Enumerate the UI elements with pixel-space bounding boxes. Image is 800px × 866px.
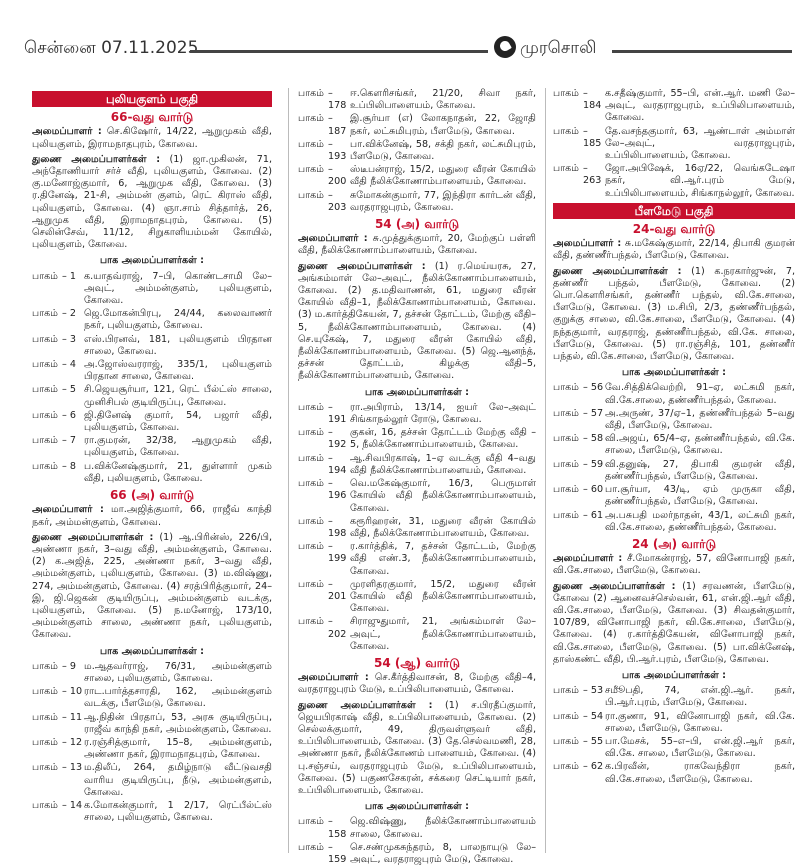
booth-key: பாகம் <box>298 427 325 439</box>
booth-number: – 4 <box>62 359 76 371</box>
officer-paragraph <box>553 553 795 577</box>
booth-key: பாகம் <box>298 452 325 464</box>
officer-paragraph <box>298 233 536 257</box>
booth-key: பாகம் <box>32 736 59 748</box>
ward-heading: 24-வது வார்டு <box>632 222 716 237</box>
booth-number: – 178 <box>328 88 347 112</box>
booth-entry <box>298 139 536 163</box>
officer-details: (1) ச.பிரதீப்குமார், ஜெயபிரகாஷ் வீதி, உப்பிலிபாளையம், கோவை. (2) செல்லக்குமார், 49, திருவள்ளுவர் வீதி, உப்பிலிபாளையம், கோவை. (3) தே.செல்வமணி, 28, அண்ணா நகர், நீலிக்கோணம் பாளையம், கோவை. (4) பு.சஞ்சய், வரதராஜபுரம் மேடு, உப்பிலிபாளையம், கோவை. (5) பகுணசேகரன், சக்கரை செட்டியார் நகர், உப்பிலிபாளையம், கோவை. <box>298 699 536 796</box>
booth-details: ஜோ.அபிஷேக், 16ஏ/22, வெங்கடேஷா நகர், வி.ஆர்.புரம் மேடு, உப்பிலிபாளையம், சிங்காநல்லூர், கோவை. <box>605 163 795 199</box>
role-label: துணை அமைப்பாளர்கள் : <box>553 580 676 592</box>
officer-paragraph <box>32 504 272 528</box>
officer-paragraph <box>32 126 272 150</box>
booth-entry <box>553 736 795 760</box>
booth-details: இ.சூர்யா (எ) லோகநாதன், 22, ஜோதி நகர், லட்சுமிபுரம், பீளமேடு, கோவை. <box>350 113 536 137</box>
ward-heading: 54 (ஆ) வார்டு <box>374 655 460 670</box>
booth-key: பாகம் <box>298 164 325 176</box>
booth-number: – 10 <box>62 686 83 698</box>
booth-details: க.யாதவ்ராஜ், 7–பி, கொண்டசாமி லே–அவுட், அம்மன்குளம், புலியகுளம், கோவை. <box>84 270 272 307</box>
booth-entry <box>553 126 795 163</box>
masthead <box>0 38 800 66</box>
officer-paragraph <box>298 672 536 696</box>
booth-entry <box>32 410 272 434</box>
officer-details: செ.கிஷோர், 14/22, ஆறுமுகம் வீதி, புலியகுளம், இராமநாதபுரம், கோவை. <box>32 126 272 150</box>
subheading: பாக அமைப்பாளர்கள் : <box>364 386 470 398</box>
officer-details: (1) சரவணன், பீளமேடு, கோவை (2) ஆனைவச்செல்வன், 61, என்.ஜி.ஆர் வீதி, வி.கே.சாலை, பீளமேடு, கோவை. (3) சிவதன்குமார், 107/89, வினோபாஜி நகர், வி.கே.சாலை, பீளமேடு, கோவை. (4) ர.கார்த்திகேயன், வினோபாஜி நகர், வி.கே.சாலை, பீளமேடு, கோவை. (5) பா.விக்னேஷ், தாஸ்கண்ட் வீதி, பி.ஆர்.புரம், பீளமேடு, கோவை. <box>553 580 795 665</box>
booth-details: க.பிரவீன், ராகவேந்திரா நகர், வி.கே.சாலை, பீளமேடு, கோவை. <box>605 761 795 785</box>
booth-number: – 55 <box>583 735 604 747</box>
booth-details: பா.மேசக், 55–எ–பி, என்.ஜி.ஆர் நகர், வி.கே. சாலை, பீளமேடு, கோவை. <box>605 735 795 760</box>
column-divider <box>545 88 546 853</box>
booth-key: பாகம் <box>298 515 325 527</box>
column-3 <box>553 88 795 853</box>
booth-number: – 59 <box>583 458 604 470</box>
booth-key: பாகம் <box>298 816 325 828</box>
booth-number: – 159 <box>328 841 347 865</box>
booth-number: – 199 <box>328 541 347 565</box>
officer-paragraph <box>553 238 795 262</box>
officer-details: (1) ஆ.பிரின்ஸ், 226/பி, அண்ணா நகர், 3–வது வீதி, அம்மன்குளம், கோவை. (2) க.அஜித், 225, அண்ணா நகர், 3–வது வீதி, அம்மன்குளம், புலியகுளம், கோவை. (3) ம.விஷ்ணு, 274, அம்மன்குளம், கோவை. (4) சரத்பிரித்குமார், 24–இ, ஜி.ஜெகன் குடியிருப்பு, அம்மன்குளம் வடக்கு, புலியகுளம், கோவை. (5) ந.மனோஜ், 173/10, அம்மன்குளம் சாலை, அண்ணா நகர், புலியகுளம், கோவை. <box>32 531 272 641</box>
officer-details: சு.முத்துக்குமார், 20, மேற்குப் பள்ளி வீதி, நீலிக்கோணாம்பாளையம், கோவை. <box>298 233 536 257</box>
section-heading: புலியகுளம் பகுதி <box>32 91 272 107</box>
booth-entry <box>298 541 536 578</box>
role-label: அமைப்பாளர் : <box>553 238 622 250</box>
column-divider <box>288 88 289 853</box>
booth-key: பாகம் <box>553 484 580 496</box>
role-label: துணை அமைப்பாளர்கள் : <box>298 699 433 711</box>
booth-details: ர.ரஞ்சித்குமார், 15–8, அம்மன்குளம், அண்ணா நகர், இராமநாதபுரம், கோவை. <box>84 736 272 761</box>
booth-key: பாகம் <box>553 88 580 99</box>
booth-number: – 56 <box>583 382 604 394</box>
booth-details: வே.சித்திக்வெற்றி, 91–ஏ, லட்சுமி நகர், வி.கே.சாலை, தண்ணீர்பந்தல், கோவை. <box>605 382 795 406</box>
booth-details: சுமோகன்குமார், 77, இந்திரா கார்டன் வீதி, வரதராஜபுரம், கோவை. <box>350 189 536 213</box>
booth-key: பாகம் <box>32 359 59 371</box>
booth-details: ப.விக்னேஷ்குமார், 21, துள்ளார் முகம் வீதி, புலியகுளம், கோவை. <box>84 460 272 484</box>
booth-entry <box>553 433 795 457</box>
booth-key: பாகம் <box>553 382 580 394</box>
booth-entry <box>553 484 795 508</box>
officer-details: செ.கீர்த்திவாசன், 8, மேற்கு வீதி–4, வரதராஜபுரம் மேடு, உப்பிலிபாளையம், கோவை. <box>298 672 536 696</box>
role-label: துணை அமைப்பாளர்கள் : <box>32 531 154 543</box>
booth-entry <box>553 408 795 432</box>
booth-entry <box>298 816 536 840</box>
booth-details: ஆ.சிவபிரகாஷ், 1–ஏ வடக்கு வீதி 4–வது வீதி நீலிக்கோணாம்பாளையம், கோவை. <box>350 452 536 476</box>
officer-details: (1) க.நரகார்ஜுன், 7, தண்ணீர் பந்தல், பீளமேடு, கோவை. (2) பொ.கௌரிசங்கர், தண்ணீர் பந்தல், வி.கே.சாலை, பீளமேடு, கோவை. (3) ம.சிபி, 2/3, தண்ணீர்பந்தல், குறுக்கு சாலை, வி.கே.சாலை, பீளமேடு, கோவை. (4) நந்தகுமார், வரதராஜ், தண்ணீர்பந்தல், வி.கே. சாலை, பீளமேடு, கோவை. (5) ரா.ரஞ்சித், 101, தண்ணீர் பந்தல், வி.கே.சாலை, பீளமேடு, கோவை. <box>553 265 795 363</box>
booth-number: – 7 <box>62 435 76 447</box>
ward-heading: 24 (அ) வார்டு <box>631 536 717 551</box>
booth-key: பாகம் <box>553 710 580 722</box>
booth-details: ஸ்டீபன்ராஜ், 15/2, மதுரை வீரன் கோயில் வீதி நீலிக்கோணாம்பாளையம், கோவை. <box>350 164 536 188</box>
booth-details: தே.வசந்தகுமார், 63, ஆண்டாள் அம்மாள் லே–அவுட், வரதராஜபுரம், உப்பிலிபாளையம், கோவை. <box>605 125 795 162</box>
officer-paragraph <box>32 154 272 252</box>
role-label: துணை அமைப்பாளர்கள் : <box>553 265 682 277</box>
booth-entry <box>298 579 536 616</box>
booth-number: – 192 <box>328 427 347 451</box>
booth-details: வி.அஜய், 65/4–ஏ, தண்ணீர்பந்தல், வி.கே. சாலை, பீளமேடு, கோவை. <box>605 433 795 457</box>
booth-details: ஆ.நிதின் பிரதாப், 53, அரசு குடியிருப்பு, ராஜீவ் காந்தி நகர், அம்மன்குளம், கோவை. <box>84 711 272 735</box>
booth-key: பாகம் <box>32 799 59 811</box>
subheading: பாக அமைப்பாளர்கள் : <box>364 801 470 813</box>
ward-heading: 66-வது வார்டு <box>110 110 194 125</box>
booth-entry <box>553 761 795 785</box>
booth-number: – 201 <box>328 578 347 602</box>
ward-heading: 66 (அ) வார்டு <box>109 488 195 503</box>
booth-number: – 62 <box>583 761 604 773</box>
booth-entry <box>298 402 536 426</box>
booth-number: – 202 <box>328 616 347 640</box>
booth-details: ஜி.தினேஷ் குமார், 54, பஜார் வீதி, புலியகுளம், கோவை. <box>84 409 272 434</box>
booth-entry <box>298 88 536 112</box>
booth-details: வி.தனுஷ், 27, திபாகி குமரன் வீதி, தண்ணீர்பந்தல், பீளமேடு, கோவை. <box>605 458 795 482</box>
booth-number: – 3 <box>62 333 76 345</box>
booth-entry <box>298 478 536 515</box>
booth-entry <box>32 800 272 824</box>
booth-entry <box>298 516 536 540</box>
booth-details: ராட.பார்த்தசாரதி, 162, அம்மன்குளம் வடக்கு, பீளமேடு, கோவை. <box>84 686 272 710</box>
booth-entry <box>298 113 536 137</box>
booth-key: பாகம் <box>32 435 59 447</box>
booth-key: பாகம் <box>553 761 580 773</box>
officer-paragraph <box>298 261 536 383</box>
booth-details: ம.திலீப், 264, தமிழ்நாடு வீட்டுவசதி வாரிய குடியிருப்பு, நீடு, அம்மன்குளம், கோவை. <box>84 762 272 798</box>
booth-entry <box>298 842 536 866</box>
booth-number: – 6 <box>62 409 76 421</box>
booth-entry <box>553 88 795 125</box>
booth-details: ரா.குணா, 91, வினோபாஜி நகர், வி.கே. சாலை, பீளமேடு, கோவை. <box>605 710 795 734</box>
role-label: அமைப்பாளர் : <box>32 126 102 138</box>
booth-entry <box>298 190 536 214</box>
booth-entry <box>553 510 795 534</box>
booth-details: அ.ஜோஸ்வரராஜ், 335/1, புலியகுளம் பிரதான சாலை, கோவை. <box>84 359 272 383</box>
officer-paragraph <box>32 532 272 642</box>
booth-entry <box>298 453 536 477</box>
booth-key: பாகம் <box>298 478 325 490</box>
booth-number: – 13 <box>62 762 83 774</box>
booth-key: பாகம் <box>32 333 59 345</box>
booth-key: பாகம் <box>553 433 580 445</box>
booth-number: – 60 <box>583 484 604 496</box>
booth-key: பாகம் <box>298 189 325 201</box>
booth-number: – 158 <box>328 816 347 840</box>
booth-key: பாகம் <box>298 113 325 125</box>
booth-number: – 58 <box>583 433 604 445</box>
booth-key: பாகம் <box>553 685 580 697</box>
booth-details: கரூரிஹரன், 31, மதுரை வீரன் கோயில் வீதி, நீலிக்கோணாம்பாளையம், கோவை. <box>350 515 536 539</box>
booth-key: பாகம் <box>298 401 325 413</box>
booth-entry <box>298 164 536 188</box>
booth-key: பாகம் <box>298 541 325 553</box>
booth-details: பா.விக்னேஷ், 58, சக்தி நகர், லட்சுமிபுரம், பீளமேடு, கோவை. <box>350 138 536 163</box>
booth-key: பாகம் <box>32 762 59 774</box>
booth-key: பாகம் <box>553 125 580 137</box>
subheading: பாக அமைப்பாளர்கள் : <box>99 645 205 657</box>
booth-number: – 14 <box>62 799 83 811</box>
booth-details: ரா.குமரன், 32/38, ஆறுமுகம் வீதி, புலியகுளம், கோவை. <box>84 435 272 459</box>
booth-entry <box>298 616 536 653</box>
booth-entry <box>32 384 272 408</box>
officer-paragraph <box>553 266 795 364</box>
booth-entry <box>32 661 272 685</box>
booth-key: பாகம் <box>32 308 59 320</box>
booth-key: பாகம் <box>298 578 325 590</box>
booth-entry <box>32 737 272 761</box>
booth-key: பாகம் <box>32 409 59 421</box>
officer-details: சீ.மோகன்ராஜ், 57, வினோபாஜி நகர், வி.கே.சாலை, பீளமேடு, கோவை. <box>553 553 795 577</box>
booth-details: குகன், 16, தச்சன் தோட்டம் மேற்கு வீதி – 5, நீலிக்கோணாம்பாளையம், கோவை. <box>350 427 536 451</box>
logo-icon <box>494 36 516 58</box>
role-label: அமைப்பாளர் : <box>298 233 368 245</box>
masthead-newspaper-name: முரசொலி <box>520 38 597 58</box>
booth-entry <box>32 762 272 799</box>
booth-entry <box>553 685 795 709</box>
booth-number: – 200 <box>328 164 347 188</box>
masthead-date: சென்னை 07.11.2025 <box>24 38 199 58</box>
booth-number: – 11 <box>62 711 83 723</box>
booth-number: – 1 <box>62 270 76 282</box>
ward-heading: 54 (அ) வார்டு <box>374 217 460 232</box>
officer-details: (1) ஜா.முகிலன், 71, அந்தோணியார் சர்ச் வீதி, புலியகுளம், கோவை. (2) கு.மனோஜ்குமார், 6, ஆறுமுக வீதி, கோவை. (3) ர.தினேஷ், 21-சி, அம்மன் குளம், ரெட் கிராஸ் வீதி, புலியகுளம், கோவை. (4) ஞா.சாம் சித்தார்த், 26, ஆறுமுக வீதி, இராமநாதபுரம், கோவை. (5) செலின்சேவ், 11/12, சிறுகாளியம்மன் கோயில், புலியகுளம், கோவை. <box>32 153 272 251</box>
booth-details: க.மோகன்குமார், 1 2/17, ரெட்பீல்ட்ஸ் சாலை, புலியகுளம், கோவை. <box>84 799 272 824</box>
booth-details: அ.பசுபதி மலர்நாதன், 43/1, லட்சுமி நகர், வி.கே.சாலை, தண்ணீர்பந்தல், கோவை. <box>605 509 795 533</box>
booth-details: ஜெ.விஷ்ணு, நீலிக்கோணாம்பாளையம் சாலை, கோவை. <box>350 816 536 840</box>
booth-details: அ.அருண், 37/ஏ–1, தண்ணீர்பந்தல் 5–வது வீதி, பீளமேடு, கோவை. <box>605 407 795 432</box>
role-label: துணை அமைப்பாளர்கள் : <box>32 153 161 165</box>
booth-key: பாகம் <box>298 841 325 853</box>
booth-details: சமூீபதி, 74, என்.ஜி.ஆர். நகர், பி.ஆர்.புரம், பீளமேடு, கோவை. <box>605 685 795 709</box>
booth-entry <box>32 435 272 459</box>
booth-details: வெ.மகேஷ்குமார், 16/3, பெருமாள் கோயில் வீதி நீலிக்கோணாம்பாளையம், கோவை. <box>350 478 536 514</box>
booth-details: செ.சண்முகசுந்தரம், 8, பாலநாயுடு லே–அவுட், வரதராஜபுரம் மேடு, கோவை. <box>350 841 536 865</box>
role-label: துணை அமைப்பாளர்கள் : <box>298 260 426 272</box>
booth-key: பாகம் <box>553 163 580 175</box>
column-2 <box>298 88 536 865</box>
booth-number: – 194 <box>328 452 347 476</box>
officer-paragraph <box>298 700 536 798</box>
booth-number: – 61 <box>583 509 604 521</box>
officer-paragraph <box>553 581 795 666</box>
booth-entry <box>553 382 795 406</box>
booth-number: – 53 <box>583 685 604 697</box>
booth-number: – 185 <box>583 125 602 149</box>
booth-details: எஸ்.பிரனவ், 181, புலியகுளம் பிரதான சாலை, கோவை. <box>84 333 272 357</box>
booth-number: – 9 <box>62 660 76 672</box>
booth-number: – 187 <box>328 113 347 137</box>
booth-number: – 8 <box>62 460 76 472</box>
booth-entry <box>32 308 272 332</box>
role-label: அமைப்பாளர் : <box>32 504 104 516</box>
officer-details: மா.அஜித்குமார், 66, ராஜீவ் காந்தி நகர், அம்மன்குளம், கோவை. <box>32 504 272 528</box>
booth-details: ம.ஆதவர்ராஜ், 76/31, அம்மன்குளம் சாலை, புலியகுளம், கோவை. <box>84 660 272 684</box>
booth-details: சி.ஜெயசூர்யா, 121, ரெட் பீல்ட்ஸ் சாலை, முனிசிபல் குடியிருப்பு, கோவை. <box>84 384 272 408</box>
officer-details: சு.மகேஷ்குமார், 22/14, திபாகி குமரன் வீதி, தண்ணீர்பந்தல், பீளமேடு, கோவை. <box>553 238 795 262</box>
booth-key: பாகம் <box>32 686 59 698</box>
booth-number: – 196 <box>328 478 347 502</box>
booth-number: – 184 <box>583 88 602 112</box>
officer-details: (1) ர.மெய்யரசு, 27, அங்கம்மாள் லே–அவுட், நீலிக்கோணாம்பாளையம், கோவை. (2) த.மதிவாணன், 61, மதுரை வீரன் கோயில் வீதி–1, நீலிக்கோணாம்பாளையம், கோவை. (3) ம.கார்த்திகேயன், 7, தச்சன் தோட்டம், மேற்கு வீதி–5, நீலிக்கோணாம்பாளையம், கோவை. (4) செ.யுகேஷ், 7, மதுரை வீரன் கோயில் வீதி, நீலிக்கோணாம்பாளையம், கோவை. (5) ஜெ.ஆனந்த், தச்சன் தோட்டம், கிழக்கு வீதி–5, நீலிக்கோணாம்பாளையம், கோவை. <box>298 260 536 382</box>
booth-entry <box>32 334 272 358</box>
booth-entry <box>32 359 272 383</box>
booth-number: – 5 <box>62 384 76 396</box>
booth-key: பாகம் <box>553 509 580 521</box>
booth-entry <box>553 711 795 735</box>
section-heading: பீளமேடு பகுதி <box>553 203 795 219</box>
booth-details: பா.சூர்யா, 43/டி, ஏம் முருகா வீதி, தண்ணீர்பந்தல், பீளமேடு, கோவை. <box>605 484 795 508</box>
booth-number: – 2 <box>62 308 76 320</box>
booth-details: சிராஜுதுமார், 21, அங்கம்மாள் லே–அவுட், நீலிக்கோணாம்பாளையம், கோவை. <box>350 616 536 652</box>
booth-number: – 263 <box>583 163 602 187</box>
booth-key: பாகம் <box>553 407 580 419</box>
booth-number: – 193 <box>328 138 347 163</box>
booth-entry <box>553 163 795 200</box>
booth-number: – 203 <box>328 189 347 213</box>
role-label: அமைப்பாளர் : <box>553 553 623 565</box>
booth-details: ரா.அபிராம், 13/14, ஐயர் லே–அவுட் சிங்காநல்லூர் ரோடு, கோவை. <box>350 401 536 426</box>
booth-entry <box>32 461 272 485</box>
booth-number: – 54 <box>583 710 604 722</box>
booth-key: பாகம் <box>32 460 59 472</box>
subheading: பாக அமைப்பாளர்கள் : <box>621 669 727 681</box>
booth-details: ஈ.கௌரிசங்கர், 21/20, சிவா நகர், உப்பிலிபாளையம், கோவை. <box>350 88 536 112</box>
booth-key: பாகம் <box>298 88 325 99</box>
role-label: அமைப்பாளர் : <box>298 672 369 684</box>
booth-key: பாகம் <box>298 616 325 628</box>
booth-key: பாகம் <box>553 735 580 747</box>
subheading: பாக அமைப்பாளர்கள் : <box>99 255 205 267</box>
booth-entry <box>32 686 272 710</box>
booth-entry <box>32 271 272 308</box>
booth-key: பாகம் <box>32 660 59 672</box>
booth-number: – 57 <box>583 407 604 419</box>
booth-number: – 191 <box>328 401 347 426</box>
masthead-rule-right <box>612 50 792 53</box>
booth-entry <box>298 427 536 451</box>
booth-details: ர.கார்த்திக், 7, தச்சன் தோட்டம், மேற்கு வீதி எண்.3, நீலிக்கோணாம்பாளையம், கோவை. <box>350 541 536 577</box>
booth-entry <box>32 712 272 736</box>
booth-key: பாகம் <box>32 384 59 396</box>
masthead-rule-left <box>190 50 488 53</box>
subheading: பாக அமைப்பாளர்கள் : <box>621 367 727 379</box>
booth-number: – 198 <box>328 515 347 539</box>
booth-key: பாகம் <box>32 711 59 723</box>
booth-key: பாகம் <box>553 458 580 470</box>
column-1 <box>32 88 272 853</box>
booth-key: பாகம் <box>32 270 59 282</box>
booth-entry <box>553 459 795 483</box>
booth-details: ஜெ.மோகன்பிரபு, 24/44, கலைவாணர் நகர், புலியகுளம், கோவை. <box>84 308 272 332</box>
booth-number: – 12 <box>62 736 83 748</box>
booth-details: க.சதீஷ்குமார், 55–பி, என்.ஆர். மணி லே–அவுட், வரதராஜபுரம், உப்பிலிபாளையம், கோவை. <box>605 88 795 124</box>
booth-details: முரளிதரகுமார், 15/2, மதுரை வீரன் கோயில் வீதி நீலிக்கோணாம்பாளையம், கோவை. <box>350 578 536 615</box>
booth-key: பாகம் <box>298 138 325 150</box>
